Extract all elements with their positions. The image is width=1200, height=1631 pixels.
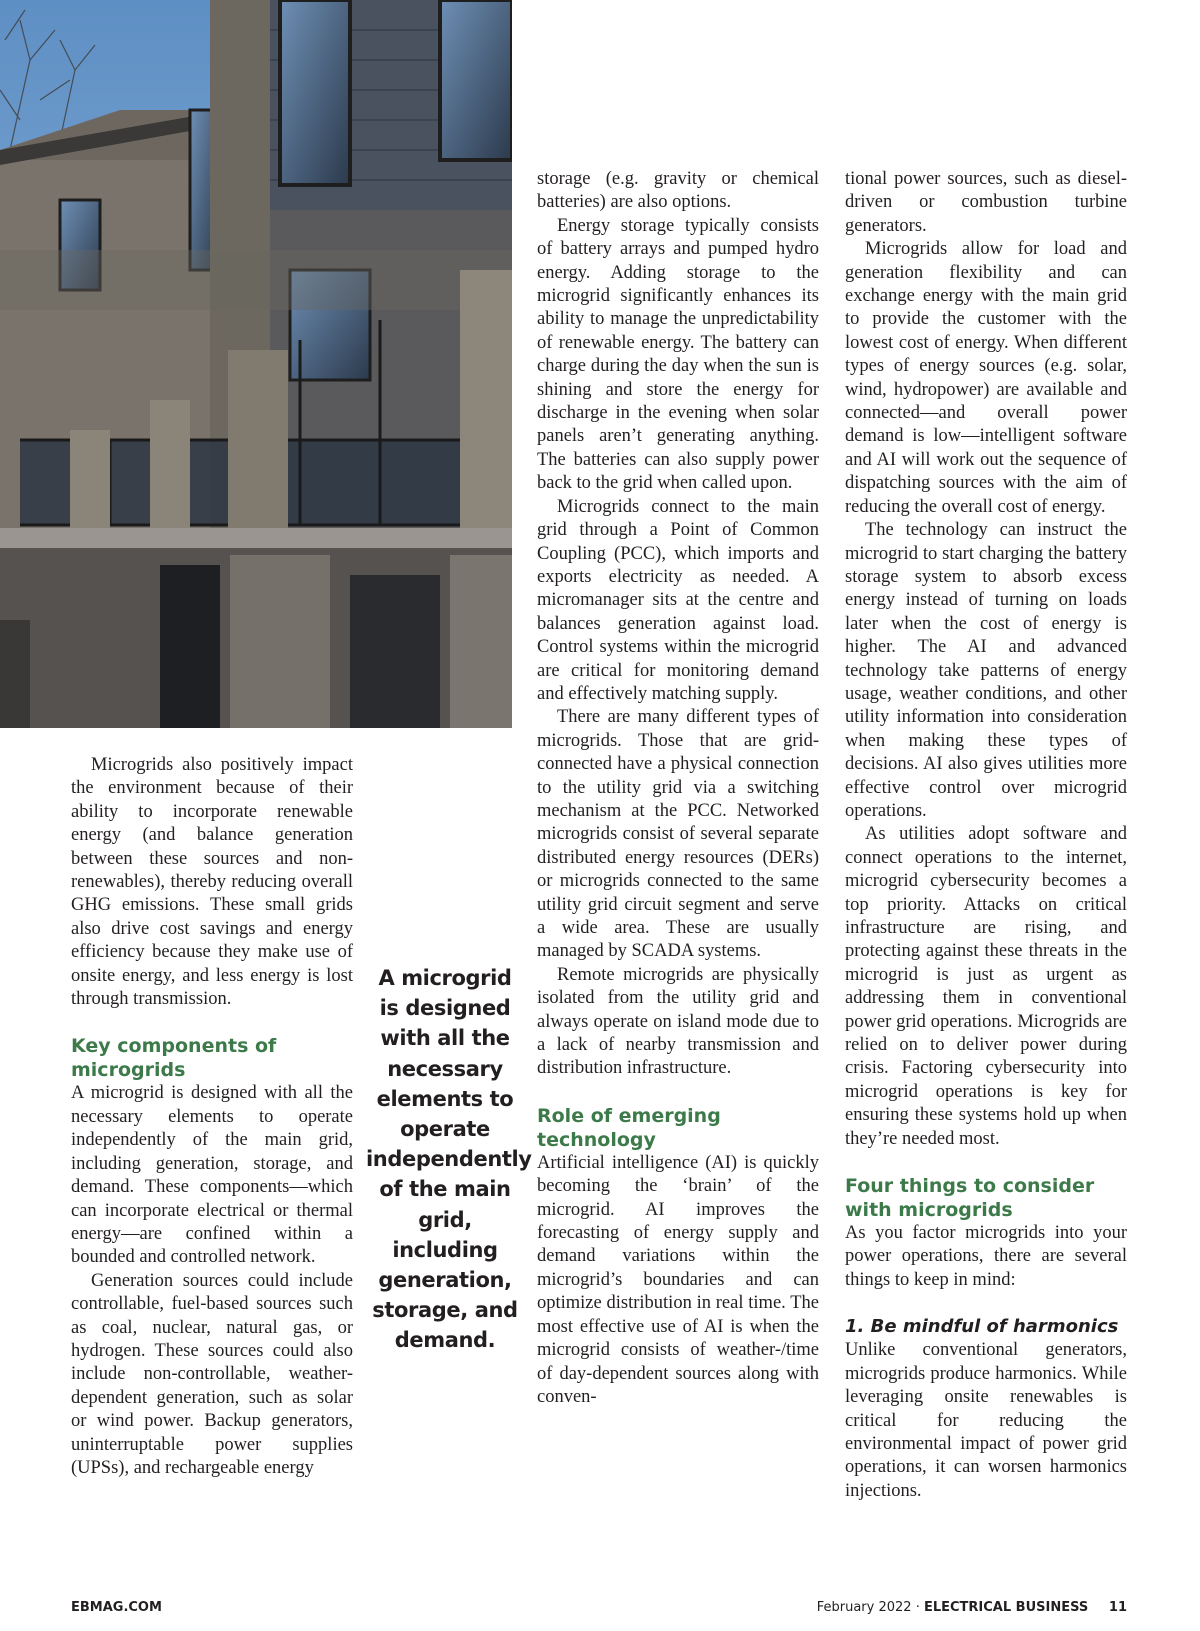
paragraph: Generation sources could include controllable, fuel-based sources such as coal, nuclear, natural gas, or hydrogen. These sources could also include non-controllable, weather-dependent generation, such as solar or wind power. Backup generators, uninterruptable power supplies (UPSs), and rechargeable energy — [71, 1270, 353, 1478]
pull-quote: A microgrid is designed with all the necessary elements to operate independently of the main grid, including generation, storage, and demand. — [366, 966, 532, 1353]
column-2 — [537, 168, 819, 1409]
footer-magazine: ELECTRICAL BUSINESS — [923, 1600, 1089, 1615]
footer-issue — [817, 1600, 1127, 1615]
paragraph: The technology can instruct the microgrid to start charging the battery storage system to absorb excess energy instead of turning on loads later when the cost of energy is higher. The AI and advanced technology take patterns of energy usage, weather conditions, and other utility information into consideration when making these types of decisions. AI also gives utilities more effective control over microgrid operations. — [845, 520, 1127, 821]
section-heading-emerging-technology: Role of emerging technology — [537, 1104, 721, 1151]
paragraph: Unlike conventional generators, microgrids produce harmonics. While leveraging onsite renewables is critical for reducing the environmental impact of power grid operations, it can worsen harmonics injections. — [845, 1340, 1127, 1501]
hero-photo — [0, 0, 512, 728]
paragraph: Microgrids connect to the main grid through a Point of Common Coupling (PCC), which imports and exports electricity as needed. A micromanager sits at the centre and balances generation against load. Control systems within the microgrid are critical for monitoring demand and effectively matching supply. — [537, 496, 819, 704]
section-heading-key-components: Key components of microgrids — [71, 1035, 277, 1082]
paragraph: Energy storage typically consists of battery arrays and pumped hydro energy. Adding storage to the microgrid significantly enhances its ability to manage the unpredictability of renewable energy. The battery can charge during the day when the sun is shining and store the energy for discharge in the evening when solar panels aren’t generating anything. The batteries can also supply power back to the grid when called upon. — [537, 215, 819, 494]
section-heading-four-things: Four things to consider with microgrids — [845, 1175, 1095, 1222]
townhouse-photo — [0, 0, 512, 728]
paragraph: Microgrids allow for load and generation flexibility and can exchange energy with the main grid to provide the customer with the lowest cost of energy. When different types of energy sources (e.g. solar, wind, hydropower) are available and connected—and overall power demand is low—intelligent software and AI will work out the sequence of dispatching sources with the aim of reducing the overall cost of energy. — [845, 239, 1127, 517]
paragraph: Remote microgrids are physically isolated from the utility grid and always operate on island mode due to a lack of nearby transmission and distribution infrastructure. — [537, 964, 819, 1079]
paragraph: Microgrids also positively impact the environment because of their ability to incorporate renewable energy (and balance generation between these sources and non-renewables), thereby reducing overall GHG emissions. These small grids also drive cost savings and energy efficiency because they make use of onsite energy, and less energy is lost through transmission. — [71, 755, 353, 1010]
footer-website: EBMAG.COM — [71, 1600, 162, 1615]
page-number: 11 — [1108, 1600, 1127, 1615]
paragraph: As you factor microgrids into your power operations, there are several things to keep in mind: — [845, 1223, 1127, 1290]
paragraph: tional power sources, such as diesel-driven or combustion turbine generators. — [845, 169, 1127, 236]
column-3 — [845, 168, 1127, 1503]
subheading-harmonics: 1. Be mindful of harmonics — [845, 1316, 1119, 1338]
paragraph: There are many different types of microgrids. Those that are grid-connected have a physical connection to the utility grid via a switching mechanism at the PCC. Networked microgrids consist of several separate distributed energy resources (DERs) or microgrids connected to the same utility grid circuit segment and serve a wide area. These are usually managed by SCADA systems. — [537, 707, 819, 962]
paragraph: storage (e.g. gravity or chemical batteries) are also options. — [537, 169, 819, 213]
paragraph: As utilities adopt software and connect operations to the internet, microgrid cybersecurity becomes a top priority. Attacks on critical infrastructure are rising, and protecting against these threats in the microgrid is just as urgent as addressing them in conventional power grid operations. Microgrids are relied on to deliver power during crisis. Factoring cybersecurity into microgrid operations is key for ensuring these systems hold up when they’re needed most. — [845, 824, 1127, 1149]
footer-date: February 2022 · — [816, 1600, 924, 1615]
paragraph: Artificial intelligence (AI) is quickly becoming the ‘brain’ of the microgrid. AI improves the forecasting of energy supply and demand variations within the microgrid’s boundaries and can optimize distribution in real time. The most effective use of AI is when the microgrid consists of weather-/time of day-dependent sources along with conven- — [537, 1152, 819, 1407]
paragraph: A microgrid is designed with all the necessary elements to operate independently of the main grid, including generation, storage, and demand. These components—which can incorporate electrical or thermal energy—are confined within a bounded and controlled network. — [71, 1083, 353, 1268]
column-1 — [71, 754, 353, 1480]
